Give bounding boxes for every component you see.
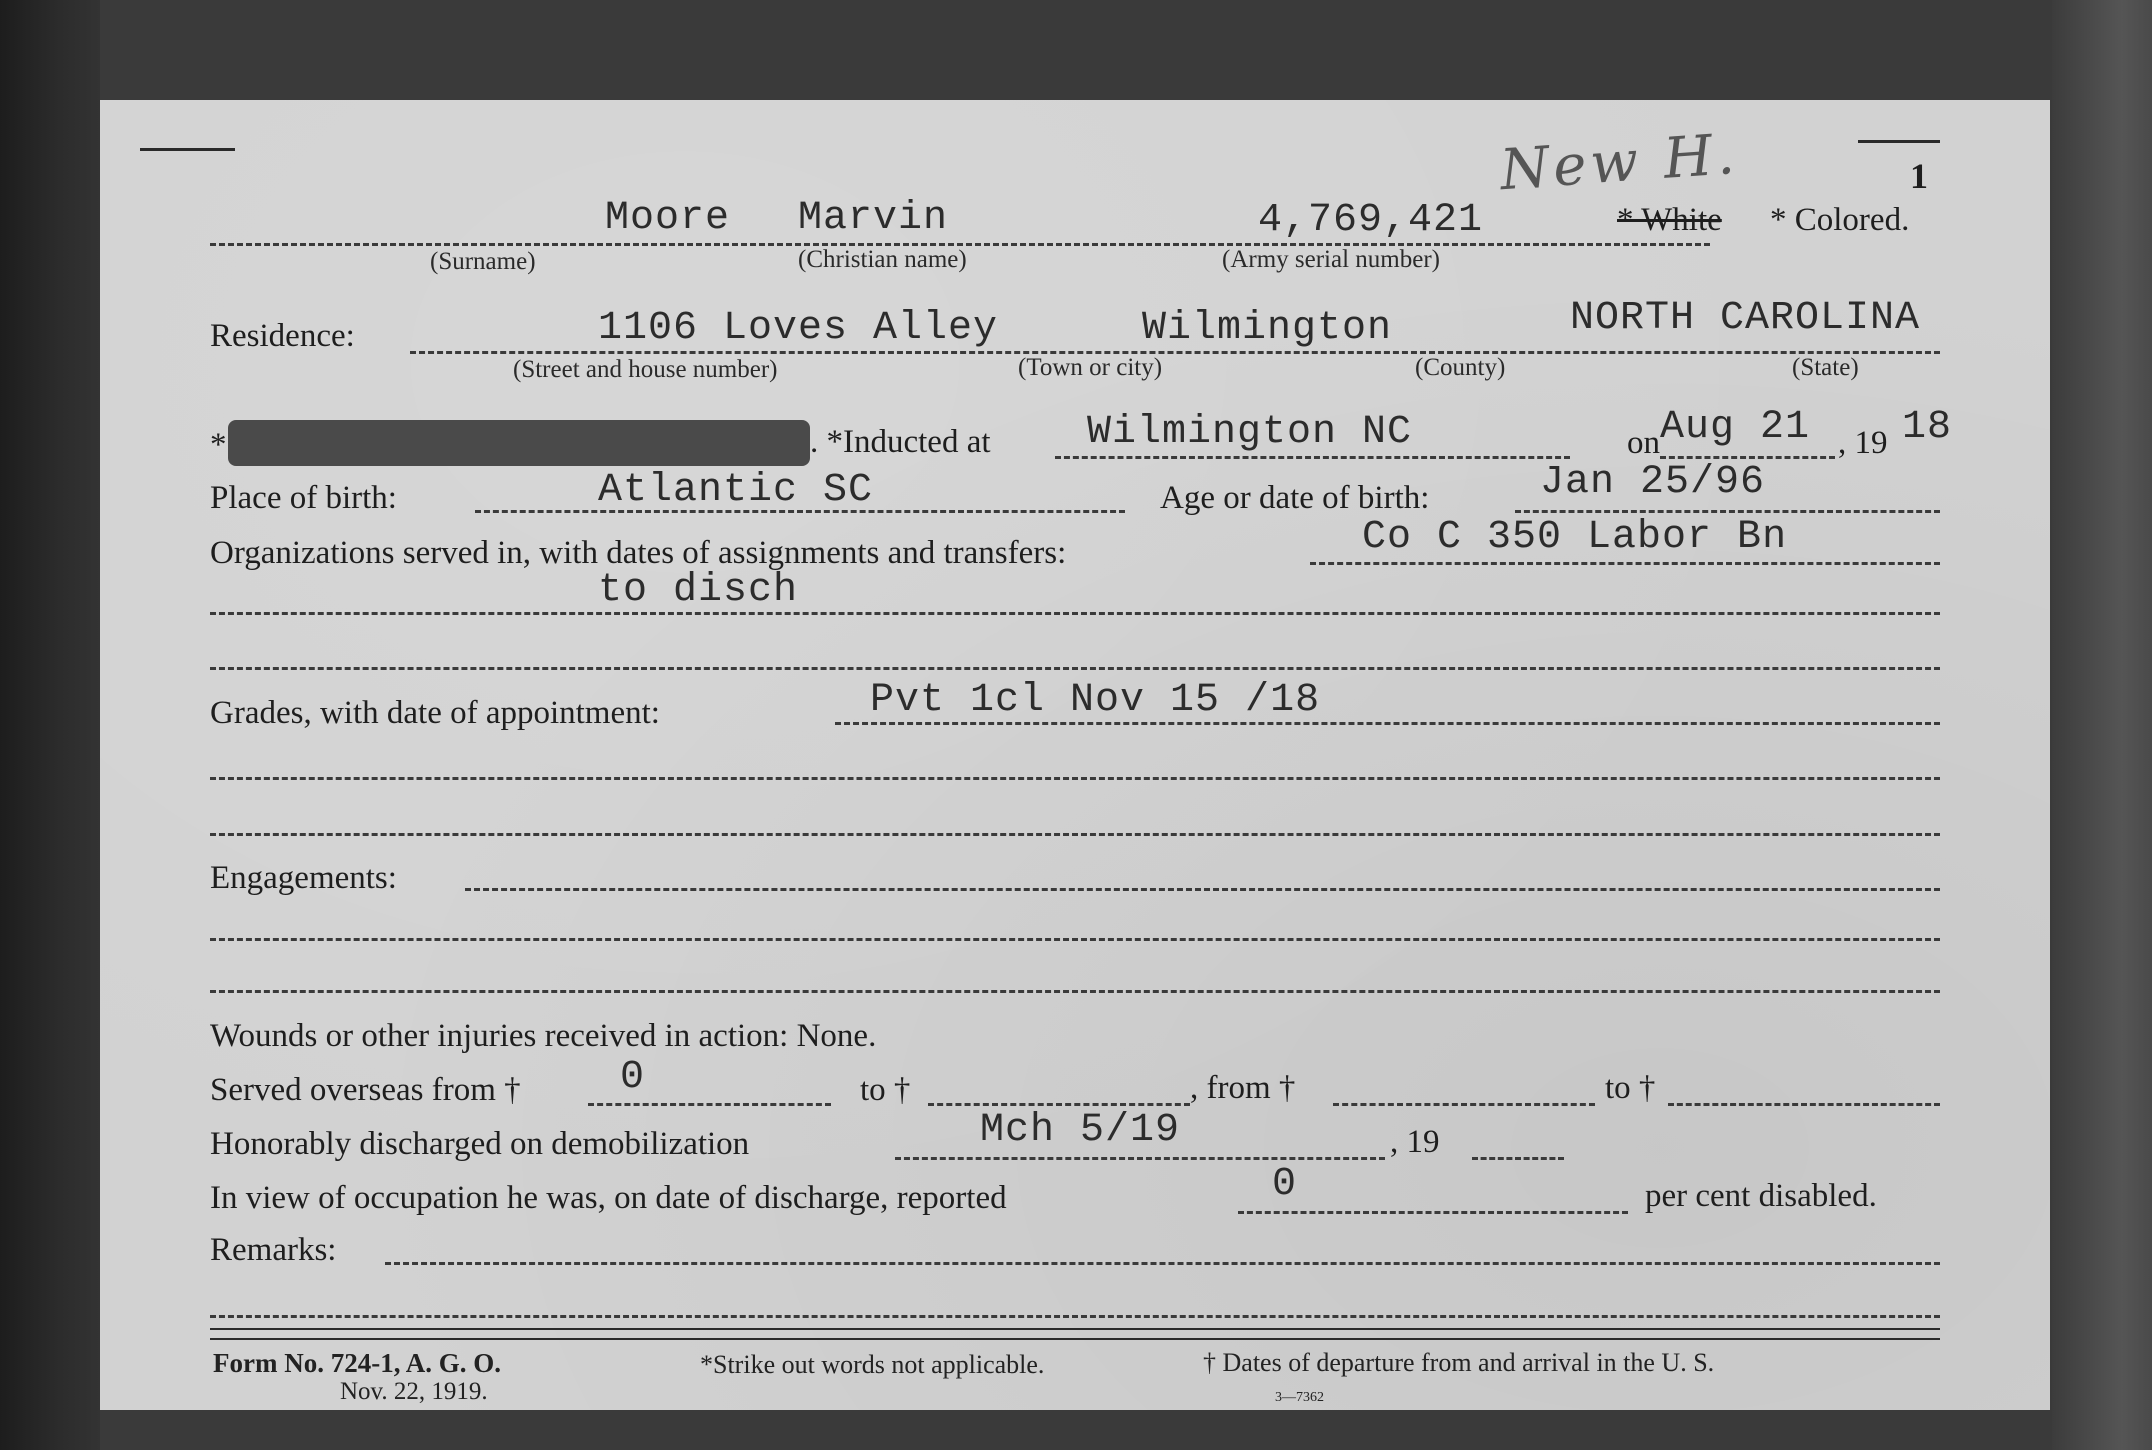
inducted-date: Aug 21 [1660,405,1811,450]
birth-place-value: Atlantic SC [598,468,874,513]
surname-value: Moore [605,196,731,241]
race-white-struck [1617,202,1722,239]
surname-caption: (Surname) [430,248,536,275]
strike-out-note: *Strike out words not applicable. [700,1350,1045,1379]
organization-line-1: Co C 350 Labor Bn [1362,515,1788,560]
form-number: Form No. 724-1, A. G. O. [213,1348,501,1378]
scanner-background-right [2052,0,2152,1450]
overseas-from-label-2: , from † [1190,1070,1296,1106]
print-code: 3—7362 [1275,1390,1324,1405]
engagements-line-3 [210,990,1940,993]
enlisted-redaction-bar [228,420,810,466]
wounds-label: Wounds or other injuries received in action: None. [210,1018,877,1054]
engagements-label: Engagements: [210,860,397,896]
overseas-from-line-2 [1333,1103,1595,1106]
overseas-from-value: 0 [620,1055,646,1100]
inducted-year-prefix: , 19 [1838,425,1888,461]
overseas-to-line-2 [1668,1103,1940,1106]
grades-label: Grades, with date of appointment: [210,695,660,731]
remarks-label: Remarks: [210,1232,337,1268]
town-caption: (Town or city) [1018,354,1163,381]
christian-name-value: Marvin [798,196,949,241]
footer-rule-2 [210,1338,1940,1340]
race-white-label: * White [1617,202,1722,238]
residence-state: NORTH CAROLINA [1570,296,1921,341]
remarks-line-1 [385,1262,1940,1265]
residence-line [410,351,1940,354]
discharge-line [895,1157,1385,1160]
overseas-to-label-1: to † [860,1072,911,1108]
age-label: Age or date of birth: [1160,480,1430,516]
birth-date-line [1515,510,1940,513]
residence-label: Residence: [210,318,355,354]
remarks-line-2 [210,1315,1940,1318]
grades-line-1 [835,722,1940,725]
inducted-label: . *Inducted at [810,424,991,460]
serial-number-value: 4,769,421 [1258,198,1484,243]
grades-line-2 [210,777,1940,780]
discharge-year-prefix: , 19 [1390,1124,1440,1160]
inducted-line [1055,456,1570,459]
footer-rule-1 [210,1328,1940,1330]
disabled-percent-value: 0 [1272,1162,1298,1207]
form-date: Nov. 22, 1919. [340,1378,488,1405]
served-overseas-label: Served overseas from † [210,1072,521,1108]
overseas-from-line [588,1103,831,1106]
discharge-date-value: Mch 5/19 [980,1108,1181,1153]
discharge-year-line [1472,1157,1564,1160]
on-label: on [1627,425,1660,461]
enlisted-asterisk: * [210,427,227,463]
organizations-line-1 [1310,562,1940,565]
discharged-label: Honorably discharged on demobilization [210,1126,750,1162]
card-number: 1 [1910,156,1928,196]
engagements-line-1 [465,888,1940,891]
per-cent-disabled-label: per cent disabled. [1645,1178,1877,1214]
grade-value: Pvt 1cl Nov 15 /18 [870,678,1321,723]
scanner-background-left [0,0,100,1450]
residence-town: Wilmington [1142,306,1393,351]
service-record-card [100,100,2050,1410]
birth-place-line [475,510,1125,513]
inducted-place: Wilmington NC [1087,410,1413,455]
grades-line-3 [210,833,1940,836]
handwritten-note: New H. [1498,121,1741,204]
disabled-percent-line [1238,1211,1628,1214]
birth-date-value: Jan 25/96 [1540,460,1766,505]
occupation-label: In view of occupation he was, on date of discharge, reported [210,1180,1007,1216]
state-caption: (State) [1792,354,1859,381]
inducted-year: 18 [1902,405,1953,450]
residence-street: 1106 Loves Alley [598,306,999,351]
place-of-birth-label: Place of birth: [210,480,397,516]
county-caption: (County) [1415,354,1506,381]
organization-line-2: to disch [598,568,799,613]
organizations-label: Organizations served in, with dates of assignments and transfers: [210,535,1067,571]
dates-note: † Dates of departure from and arrival in the U. S. [1203,1348,1715,1377]
overseas-to-line-1 [928,1103,1190,1106]
engagements-line-2 [210,938,1940,941]
race-colored-label: * Colored. [1770,202,1910,238]
christian-name-caption: (Christian name) [798,246,967,273]
serial-caption: (Army serial number) [1222,246,1440,273]
card-number-rule [1858,140,1940,143]
street-caption: (Street and house number) [513,356,778,383]
top-left-rule [140,148,235,151]
organizations-line-2 [210,612,1940,615]
organizations-line-3 [210,667,1940,670]
inducted-date-line [1660,456,1835,459]
overseas-to-label-2: to † [1605,1070,1656,1106]
